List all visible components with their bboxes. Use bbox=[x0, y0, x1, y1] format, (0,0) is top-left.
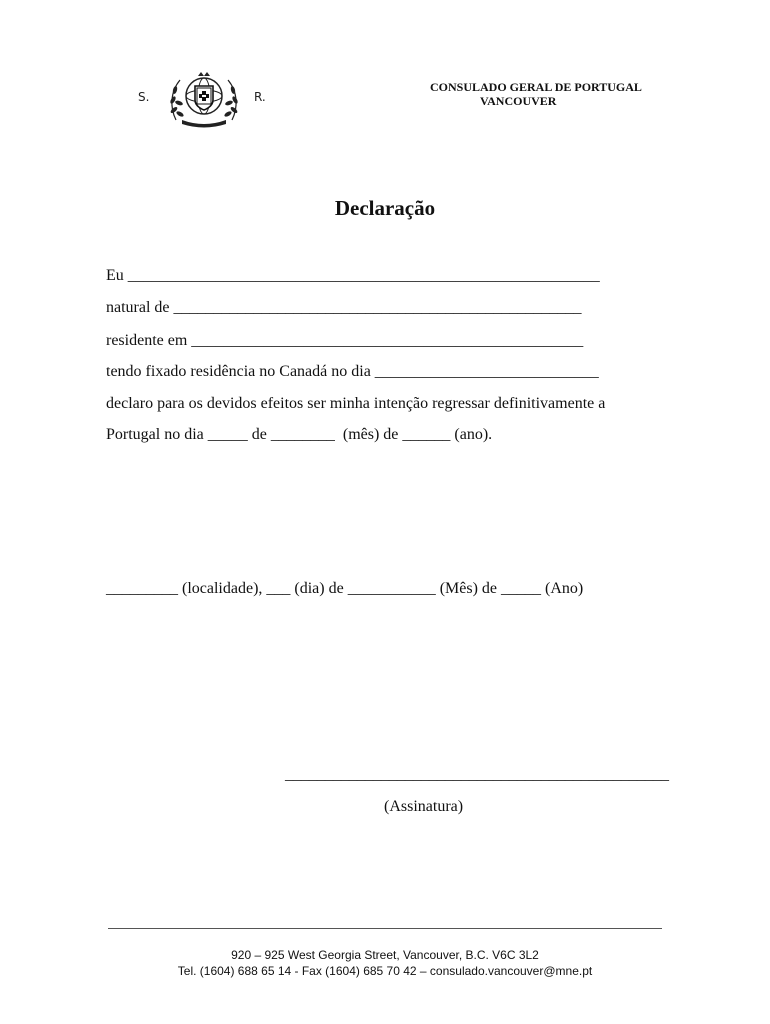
footer-contact: Tel. (1604) 688 65 14 - Fax (1604) 685 70 42 – consulado.vancouver@mne.pt bbox=[177, 964, 593, 978]
field-name-line: Eu ___________________________________________________________ bbox=[106, 267, 600, 284]
declaration-statement: declaro para os devidos efeitos ser minha intenção regressar definitivamente a bbox=[106, 395, 606, 412]
seal-letter-r: R. bbox=[254, 90, 266, 104]
seal-letter-s: S. bbox=[138, 90, 150, 104]
field-residence-line: residente em _________________________________________________ bbox=[106, 332, 584, 349]
place-date-line: _________ (localidade), ___ (dia) de ___________ (Mês) de _____ (Ano) bbox=[106, 580, 584, 597]
consulate-header bbox=[430, 80, 660, 108]
letterhead-seal bbox=[136, 70, 276, 128]
field-return-date-line: Portugal no dia _____ de ________ (mês) de ______ (ano). bbox=[106, 426, 493, 443]
signature-label: (Assinatura) bbox=[384, 798, 464, 815]
coat-of-arms-icon bbox=[166, 70, 242, 128]
field-birthplace-line: natural de ___________________________________________________ bbox=[106, 299, 582, 316]
document-title: Declaração bbox=[334, 196, 436, 220]
footer-divider bbox=[108, 928, 662, 929]
footer-address: 920 – 925 West Georgia Street, Vancouver, B.C. V6C 3L2 bbox=[231, 948, 539, 962]
field-residence-date-line: tendo fixado residência no Canadá no dia ____________________________ bbox=[106, 363, 599, 380]
signature-line: ________________________________________________ bbox=[285, 766, 669, 783]
consulate-name: CONSULADO GERAL DE PORTUGAL bbox=[430, 80, 642, 94]
consulate-city: VANCOUVER bbox=[480, 94, 557, 108]
